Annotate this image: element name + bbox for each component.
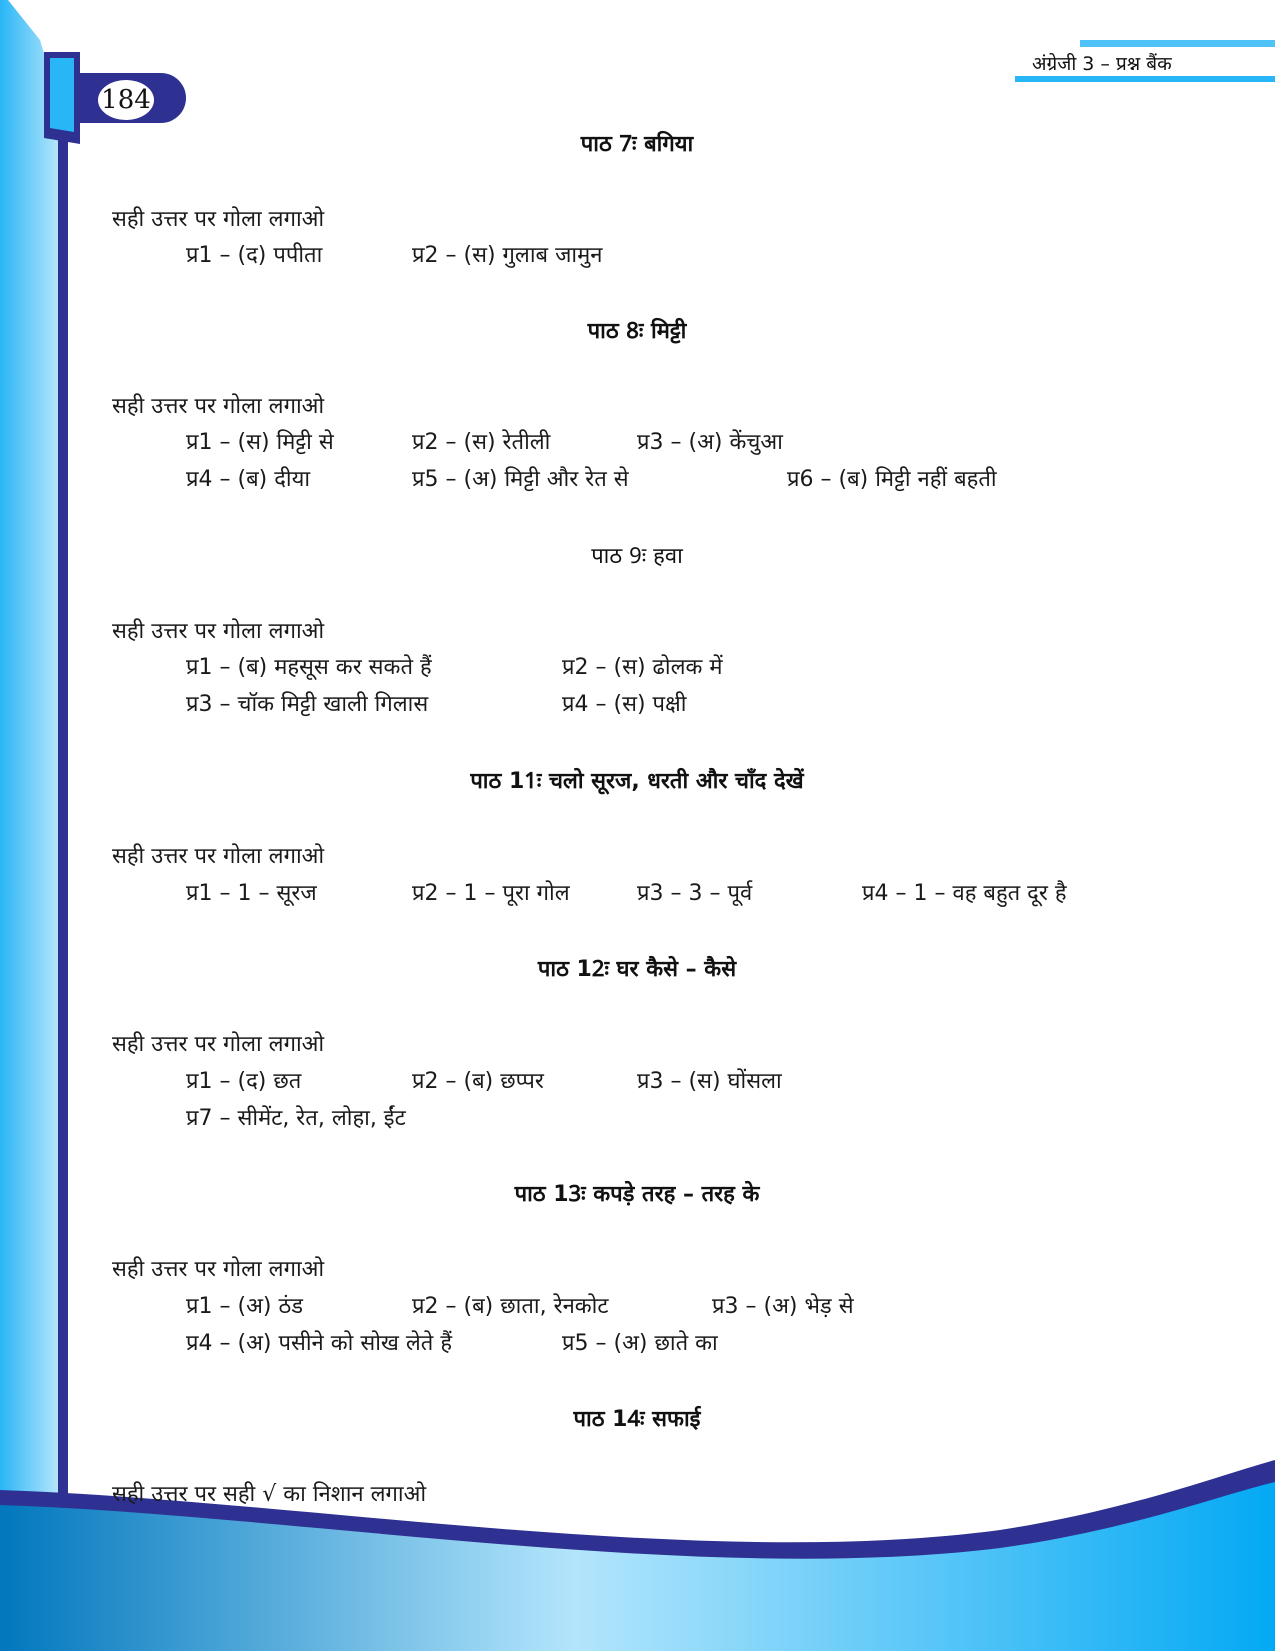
answer-item: प्र2 – (ब) छप्पर xyxy=(412,1069,544,1094)
answer-item: प्र2 – (स) ढोलक में xyxy=(562,655,723,680)
answer-item: प्र2 – (स) रेतीली xyxy=(412,430,551,455)
section-instruction: सही उत्तर पर गोला लगाओ xyxy=(112,844,325,869)
answer-item: प्र1 – (स) मिट्टी से xyxy=(186,430,334,455)
section-heading-13: पाठ 13ः कपड़े तरह – तरह के xyxy=(514,1182,760,1207)
header-accent-line-bottom xyxy=(1015,76,1275,82)
page-number: 184 xyxy=(98,80,154,120)
section-heading-14: पाठ 14ः सफाई xyxy=(573,1407,701,1432)
section-instruction: सही उत्तर पर गोला लगाओ xyxy=(112,1257,325,1282)
page-tab-flag xyxy=(44,52,80,144)
answer-item: प्र4 – 1 – वह बहुत दूर है xyxy=(862,881,1067,906)
section-heading-11: पाठ 11ः चलो सूरज, धरती और चाँद देखें xyxy=(470,769,804,794)
section-instruction: सही उत्तर पर गोला लगाओ xyxy=(112,207,325,232)
answer-item: प्र3 – (स) घोंसला xyxy=(637,1069,782,1094)
answer-item: प्र4 – (अ) पसीने को सोख लेते हैं xyxy=(186,1331,453,1356)
running-header: अंग्रेजी 3 – प्रश्न बैंक xyxy=(1032,53,1172,75)
answer-item: प्र2 – (ब) छाता, रेनकोट xyxy=(412,1294,609,1319)
answer-item: प्र3 – 3 – पूर्व xyxy=(637,881,753,906)
answer-item: प्र2 – 1 – पूरा गोल xyxy=(412,881,570,906)
answer-item: प्र1 – (द) छत xyxy=(186,1069,302,1094)
section-heading-7: पाठ 7ः बगिया xyxy=(580,132,694,157)
section-heading-12: पाठ 12ः घर कैसे – कैसे xyxy=(537,957,737,982)
answer-item: प्र1 – (ब) महसूस कर सकते हैं xyxy=(186,655,432,680)
section-instruction: सही उत्तर पर सही √ का निशान लगाओ xyxy=(112,1482,427,1507)
answer-item: प्र4 – (स) पक्षी xyxy=(562,692,687,717)
section-heading-9: पाठ 9ः हवा xyxy=(591,544,683,569)
answer-item: प्र6 – (ब) मिट्टी नहीं बहती xyxy=(787,467,997,492)
answer-item: प्र2 – (स) गुलाब जामुन xyxy=(412,243,603,268)
answer-item: प्र1 – (द) पपीता xyxy=(186,243,323,268)
left-decorative-band xyxy=(0,0,60,1651)
header-accent-line-top xyxy=(1080,40,1275,47)
section-heading-8: पाठ 8ः मिट्टी xyxy=(587,319,687,344)
left-vertical-bar xyxy=(58,100,68,1540)
answer-item: प्र7 – सीमेंट, रेत, लोहा, ईंट xyxy=(186,1106,406,1131)
answer-item: प्र5 – (अ) छाते का xyxy=(562,1331,718,1356)
section-instruction: सही उत्तर पर गोला लगाओ xyxy=(112,394,325,419)
answer-item: प्र4 – (ब) दीया xyxy=(186,467,311,492)
answer-item: प्र3 – चॉक मिट्टी खाली गिलास xyxy=(186,692,429,717)
answer-item: प्र5 – (अ) मिट्टी और रेत से xyxy=(412,467,629,492)
section-instruction: सही उत्तर पर गोला लगाओ xyxy=(112,619,325,644)
section-instruction: सही उत्तर पर गोला लगाओ xyxy=(112,1032,325,1057)
answer-item: प्र3 – (अ) केंचुआ xyxy=(637,430,783,455)
answer-item: प्र1 – (अ) ठंड xyxy=(186,1294,304,1319)
answer-item: प्र1 – 1 – सूरज xyxy=(186,881,317,906)
answer-item: प्र3 – (अ) भेड़ से xyxy=(712,1294,854,1319)
